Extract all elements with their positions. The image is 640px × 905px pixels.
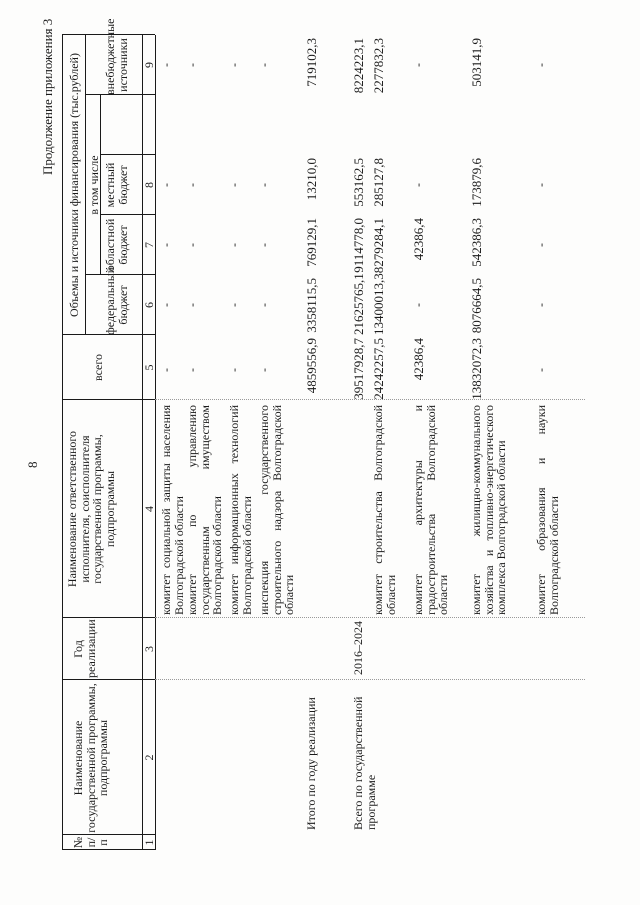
dash: -	[257, 303, 271, 307]
header-regional: областной бюджет	[103, 218, 130, 272]
value-federal: 8076664,5	[469, 278, 484, 334]
header-total: всего	[91, 353, 105, 382]
value-total: 24242257,5	[371, 338, 386, 400]
value-regional: 9114778,0	[351, 218, 366, 273]
col-line-2	[62, 679, 155, 680]
dash: -	[185, 243, 199, 247]
value-total: 13832072,3	[469, 338, 484, 400]
col-line-3	[62, 617, 155, 618]
dash: -	[185, 368, 199, 372]
dotted-guide	[155, 679, 585, 680]
header-local: местный бюджет	[103, 162, 130, 208]
dash: -	[227, 368, 241, 372]
value-extra: 719102,3	[304, 38, 319, 87]
col-number: 7	[142, 242, 156, 248]
col-number: 8	[142, 182, 156, 188]
dash: -	[534, 183, 548, 187]
col-number-bottom-line	[155, 35, 156, 850]
col-line-4	[62, 399, 155, 400]
value-local: 553162,5	[351, 158, 366, 207]
dash: -	[411, 63, 425, 67]
executor-name: комитет социальной защиты населения Волгоградской области	[159, 405, 186, 615]
value-extra: 503141,9	[469, 38, 484, 87]
col-number: 3	[142, 646, 156, 652]
col-number: 9	[142, 62, 156, 68]
executor-name: инспекция государственного строительного надзора Волгоградской области	[257, 405, 296, 615]
value-regional: 8279284,1	[371, 218, 386, 274]
value-federal: 13400013,3	[371, 273, 386, 335]
header-number: № п/п	[71, 836, 110, 849]
dash: -	[257, 63, 271, 67]
dash: -	[185, 63, 199, 67]
header-volumes: Объемы и источники финансирования (тыс.рублей)	[67, 53, 81, 317]
value-regional: 542386,3	[469, 218, 484, 267]
dash: -	[534, 243, 548, 247]
value-extra: 2277832,3	[371, 38, 386, 94]
executor-name: комитет строительства Волгоградской области	[371, 405, 398, 615]
dash: -	[159, 243, 173, 247]
header-extra: внебюджетные источники	[103, 18, 130, 95]
value-federal: 3358115,5	[304, 278, 319, 333]
dash: -	[411, 183, 425, 187]
value-total: 4859556,9	[304, 338, 319, 394]
col-number: 5	[142, 364, 156, 371]
executor-name: комитет архитектуры и градостроительства Волгоградской области	[411, 405, 450, 615]
dash: -	[227, 303, 241, 307]
dash: -	[257, 243, 271, 247]
volumes-subline	[85, 35, 86, 335]
header-executor: Наименование ответственного исполнителя, соисполнителя государственной программы, подпрограммы	[65, 430, 117, 588]
value-total: 39517928,7	[351, 338, 366, 400]
dash: -	[159, 368, 173, 372]
dash: -	[534, 303, 548, 307]
value-federal: 21625765,1	[351, 273, 366, 335]
header-year: Год реализации	[71, 619, 98, 678]
value-local: 285127,8	[371, 158, 386, 207]
dash: -	[257, 183, 271, 187]
row-label-year-total: Итого по году реализации	[304, 697, 318, 830]
executor-name: комитет информационных технологий Волгоградской области	[227, 405, 254, 615]
dash: -	[185, 183, 199, 187]
row-year: 2016–2024	[351, 621, 365, 675]
dash: -	[227, 183, 241, 187]
executor-name: комитет по управлению государственным имуществом Волгоградской области	[185, 405, 224, 615]
dash: -	[411, 303, 425, 307]
value-local: 13210,0	[304, 158, 319, 201]
value-regional: 42386,4	[411, 218, 426, 261]
row-label-program-total: Всего по государственной программе	[351, 696, 378, 830]
dotted-guide	[155, 399, 585, 400]
value-local: 173879,6	[469, 158, 484, 207]
dash: -	[257, 368, 271, 372]
dotted-guide	[155, 617, 585, 618]
header-federal: федеральный бюджет	[103, 266, 130, 335]
dash: -	[159, 303, 173, 307]
value-regional: 769129,1	[304, 218, 319, 267]
executor-name: комитет жилищно-коммунального хозяйства и топливно-энергетического комплекса Волгоградской области	[469, 405, 508, 615]
header-program: Наименование государственной программы, подпрограммы	[71, 683, 110, 833]
dash: -	[159, 63, 173, 67]
executor-name: комитет образования и науки Волгоградской области	[534, 405, 561, 615]
dash: -	[534, 63, 548, 67]
value-total: 42386,4	[411, 338, 426, 381]
col-number: 4	[142, 506, 156, 512]
dash: -	[227, 243, 241, 247]
header-incl: в том числе	[87, 155, 101, 215]
continuation-note: Продолжение приложения 3	[40, 18, 55, 175]
page-number: 8	[25, 461, 40, 468]
value-extra: 8224223,1	[351, 38, 366, 94]
table-border-top	[62, 35, 63, 850]
dash: -	[185, 303, 199, 307]
dash: -	[534, 368, 548, 372]
dash: -	[159, 183, 173, 187]
col-number: 1	[142, 839, 156, 846]
dash: -	[227, 63, 241, 67]
col-number: 2	[142, 754, 156, 761]
col-number: 6	[142, 302, 156, 308]
